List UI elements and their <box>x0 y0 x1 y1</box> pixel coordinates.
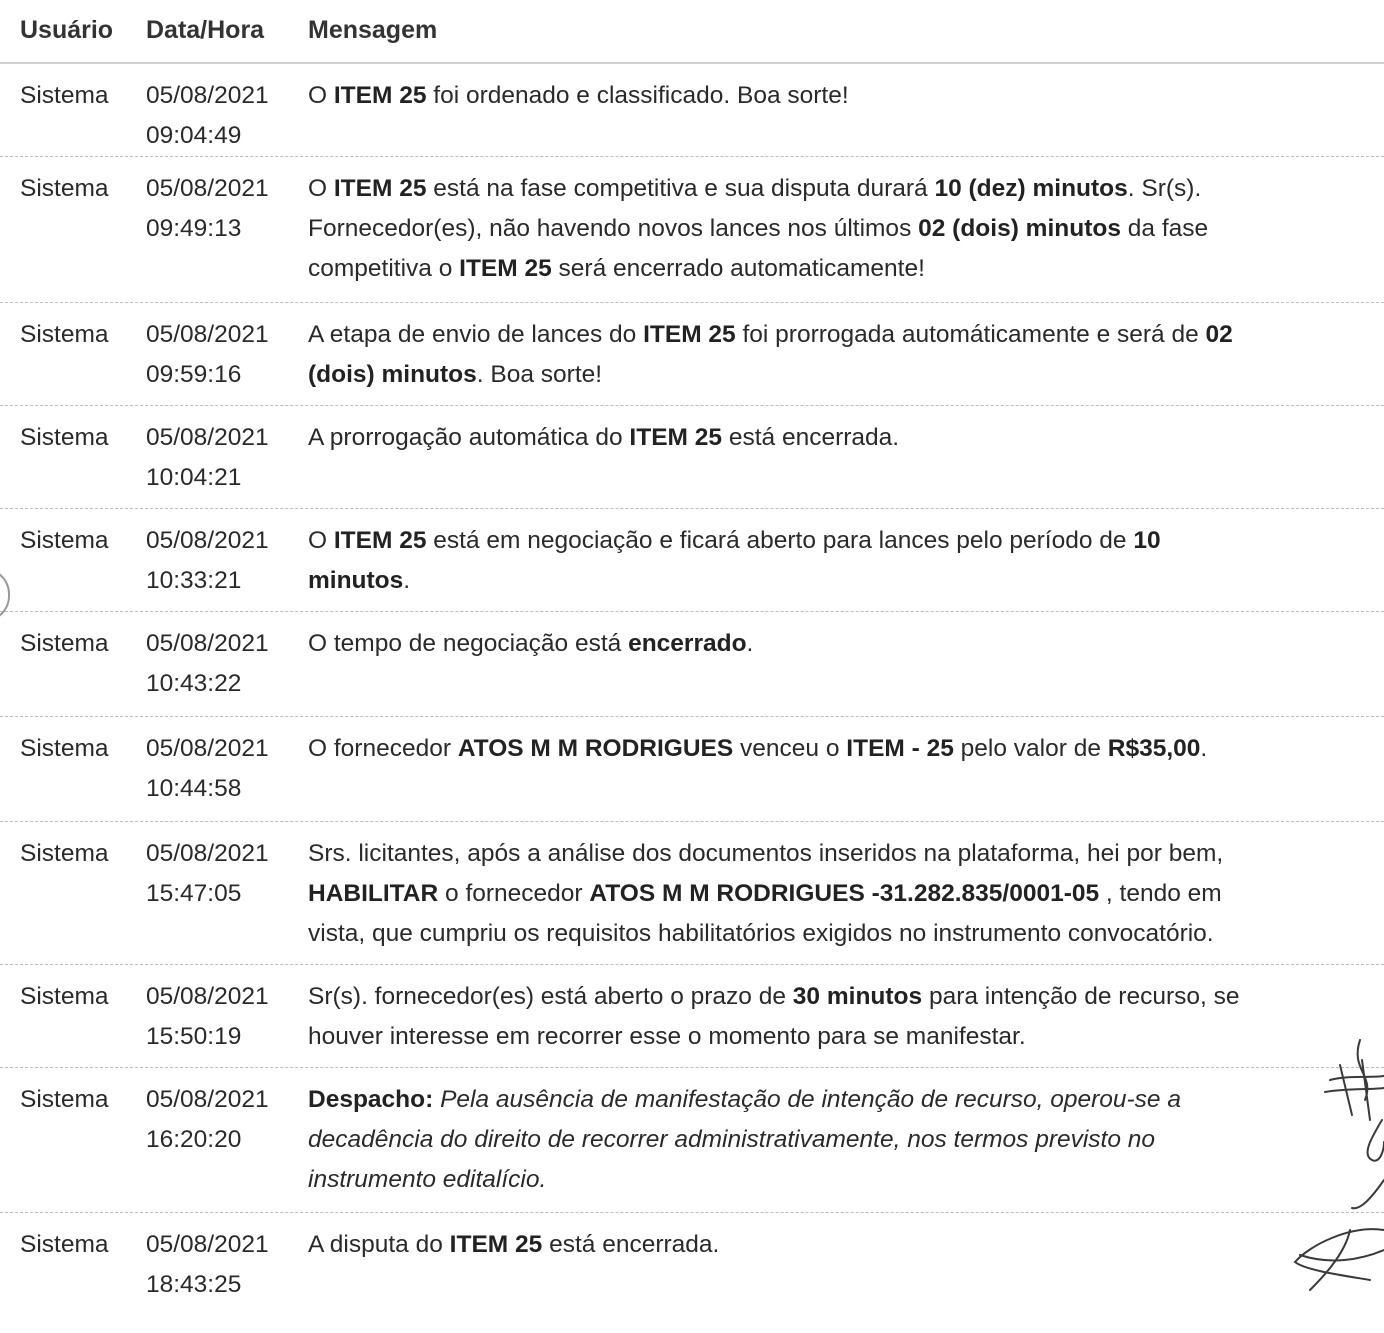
row-date: 05/08/2021 <box>146 1086 269 1113</box>
message-text: competitiva o <box>308 255 460 282</box>
message-text: O tempo de negociação está <box>308 630 629 657</box>
row-user: Sistema <box>20 175 109 202</box>
row-time: 10:33:21 <box>146 567 242 594</box>
message-text: foi ordenado e classificado. Boa sorte! <box>426 82 849 109</box>
bold-text: 10 (dez) minutos <box>934 175 1128 202</box>
message-text: Srs. licitantes, após a análise dos documentos inseridos na plataforma, hei por bem, <box>308 840 1224 867</box>
row-time: 09:49:13 <box>146 215 242 242</box>
table-row <box>0 406 1384 509</box>
column-header-message: Mensagem <box>308 16 438 44</box>
row-datetime <box>146 1080 296 1160</box>
message-list <box>0 64 1384 1333</box>
message-line <box>308 729 1374 769</box>
row-message <box>308 76 1374 116</box>
message-line <box>308 1160 1374 1200</box>
bold-text: 30 minutos <box>792 983 923 1010</box>
bold-text: ITEM - 25 <box>846 735 954 762</box>
message-text: o fornecedor <box>438 880 590 907</box>
row-date: 05/08/2021 <box>146 1231 269 1258</box>
message-text: houver interesse em recorrer esse o momento para se manifestar. <box>308 1023 1026 1050</box>
table-row <box>0 157 1384 303</box>
bold-text: HABILITAR <box>308 880 439 907</box>
row-datetime <box>146 418 296 498</box>
message-text: A disputa do <box>308 1231 450 1258</box>
row-datetime <box>146 169 296 249</box>
row-user: Sistema <box>20 527 109 554</box>
bold-text: ITEM 25 <box>449 1231 543 1258</box>
message-text: está em negociação e ficará aberto para lances pelo período de <box>426 527 1134 554</box>
table-row <box>0 612 1384 717</box>
bold-text: (dois) minutos <box>308 361 477 388</box>
row-user: Sistema <box>20 630 109 657</box>
row-time: 10:04:21 <box>146 464 242 491</box>
row-time: 15:47:05 <box>146 880 242 907</box>
row-message <box>308 729 1374 769</box>
message-line <box>308 624 1374 664</box>
row-date: 05/08/2021 <box>146 840 269 867</box>
message-line <box>308 1080 1374 1120</box>
row-user: Sistema <box>20 1086 109 1113</box>
message-line <box>308 249 1374 289</box>
message-text: está na fase competitiva e sua disputa durará <box>426 175 935 202</box>
bold-text: ITEM 25 <box>629 424 723 451</box>
row-message <box>308 624 1374 664</box>
row-time: 16:20:20 <box>146 1126 242 1153</box>
row-date: 05/08/2021 <box>146 424 269 451</box>
table-row <box>0 303 1384 406</box>
row-message <box>308 521 1374 601</box>
row-user: Sistema <box>20 735 109 762</box>
row-user: Sistema <box>20 321 109 348</box>
message-text: para intenção de recurso, se <box>922 983 1240 1010</box>
message-line <box>308 561 1374 601</box>
message-text: está encerrada. <box>542 1231 720 1258</box>
bold-text: 02 <box>1205 321 1233 348</box>
row-time: 09:59:16 <box>146 361 242 388</box>
italic-text: instrumento editalício. <box>308 1166 547 1193</box>
message-line <box>308 76 1374 116</box>
message-text: A prorrogação automática do <box>308 424 630 451</box>
row-message <box>308 1080 1374 1200</box>
row-message <box>308 315 1374 395</box>
column-header-datetime: Data/Hora <box>146 16 265 44</box>
bold-text: 02 (dois) minutos <box>918 215 1121 242</box>
bold-text: ITEM 25 <box>333 175 427 202</box>
message-line <box>308 874 1374 914</box>
message-text: da fase <box>1120 215 1209 242</box>
message-line <box>308 418 1374 458</box>
row-date: 05/08/2021 <box>146 735 269 762</box>
message-line <box>308 1225 1374 1265</box>
row-message <box>308 418 1374 458</box>
row-datetime <box>146 521 296 601</box>
message-text: será encerrado automaticamente! <box>551 255 925 282</box>
row-message <box>308 1225 1374 1265</box>
handwritten-signature <box>1290 1030 1384 1294</box>
row-user: Sistema <box>20 983 109 1010</box>
message-line <box>308 521 1374 561</box>
message-line <box>308 1120 1374 1160</box>
column-header-user: Usuário <box>20 16 114 44</box>
table-row <box>0 1213 1384 1333</box>
message-text: O <box>308 82 334 109</box>
message-text: pelo valor de <box>953 735 1108 762</box>
message-line <box>308 1017 1374 1057</box>
message-text: . <box>1200 735 1208 762</box>
bold-text: Despacho: <box>308 1086 434 1113</box>
row-date: 05/08/2021 <box>146 175 269 202</box>
row-time: 09:04:49 <box>146 122 242 149</box>
message-text: O <box>308 175 334 202</box>
table-row <box>0 509 1384 612</box>
message-text: . <box>746 630 754 657</box>
table-row <box>0 1068 1384 1213</box>
bold-text: ATOS M M RODRIGUES -31.282.835/0001-05 <box>589 880 1100 907</box>
row-date: 05/08/2021 <box>146 630 269 657</box>
row-user: Sistema <box>20 840 109 867</box>
row-message <box>308 977 1374 1057</box>
message-line <box>308 977 1374 1017</box>
bold-text: ATOS M M RODRIGUES <box>457 735 734 762</box>
row-datetime <box>146 729 296 809</box>
message-line <box>308 209 1374 249</box>
bold-text: 10 <box>1133 527 1161 554</box>
message-text: está encerrada. <box>722 424 900 451</box>
bold-text: encerrado <box>628 630 747 657</box>
message-text: O fornecedor <box>308 735 458 762</box>
bold-text: ITEM 25 <box>643 321 736 348</box>
table-row <box>0 64 1384 157</box>
message-text: venceu o <box>733 735 847 762</box>
message-text: . Sr(s). <box>1127 175 1202 202</box>
table-header <box>20 14 1380 48</box>
row-datetime <box>146 977 296 1057</box>
row-time: 10:44:58 <box>146 775 242 802</box>
message-text: , tendo em <box>1099 880 1222 907</box>
message-text: Sr(s). fornecedor(es) está aberto o prazo de <box>308 983 793 1010</box>
message-text: A etapa de envio de lances do <box>308 321 644 348</box>
row-time: 18:43:25 <box>146 1271 242 1298</box>
row-datetime <box>146 834 296 914</box>
message-text: O <box>308 527 334 554</box>
message-text: foi prorrogada automáticamente e será de <box>735 321 1206 348</box>
table-row <box>0 822 1384 965</box>
italic-text: decadência do direito de recorrer administrativamente, nos termos previsto no <box>308 1126 1156 1153</box>
message-line <box>308 834 1374 874</box>
row-datetime <box>146 624 296 704</box>
italic-text: Pela ausência de manifestação de intenção de recurso, operou-se a <box>433 1086 1181 1113</box>
row-time: 10:43:22 <box>146 670 242 697</box>
message-line <box>308 315 1374 355</box>
row-datetime <box>146 315 296 395</box>
row-user: Sistema <box>20 424 109 451</box>
row-datetime <box>146 76 296 156</box>
message-line <box>308 169 1374 209</box>
bold-text: R$35,00 <box>1107 735 1201 762</box>
row-date: 05/08/2021 <box>146 527 269 554</box>
row-time: 15:50:19 <box>146 1023 242 1050</box>
bold-text: ITEM 25 <box>459 255 552 282</box>
bold-text: minutos <box>308 567 404 594</box>
row-message <box>308 834 1374 954</box>
row-message <box>308 169 1374 289</box>
message-line <box>308 914 1374 954</box>
message-text: vista, que cumpriu os requisitos habilitatórios exigidos no instrumento convocatório. <box>308 920 1214 947</box>
bold-text: ITEM 25 <box>333 527 427 554</box>
message-text: . Boa sorte! <box>476 361 603 388</box>
table-row <box>0 965 1384 1068</box>
message-text: Fornecedor(es), não havendo novos lances nos últimos <box>308 215 919 242</box>
row-user: Sistema <box>20 82 109 109</box>
row-date: 05/08/2021 <box>146 983 269 1010</box>
row-date: 05/08/2021 <box>146 321 269 348</box>
row-user: Sistema <box>20 1231 109 1258</box>
message-line <box>308 355 1374 395</box>
table-row <box>0 717 1384 822</box>
message-text: . <box>403 567 411 594</box>
row-datetime <box>146 1225 296 1305</box>
bold-text: ITEM 25 <box>333 82 427 109</box>
row-date: 05/08/2021 <box>146 82 269 109</box>
